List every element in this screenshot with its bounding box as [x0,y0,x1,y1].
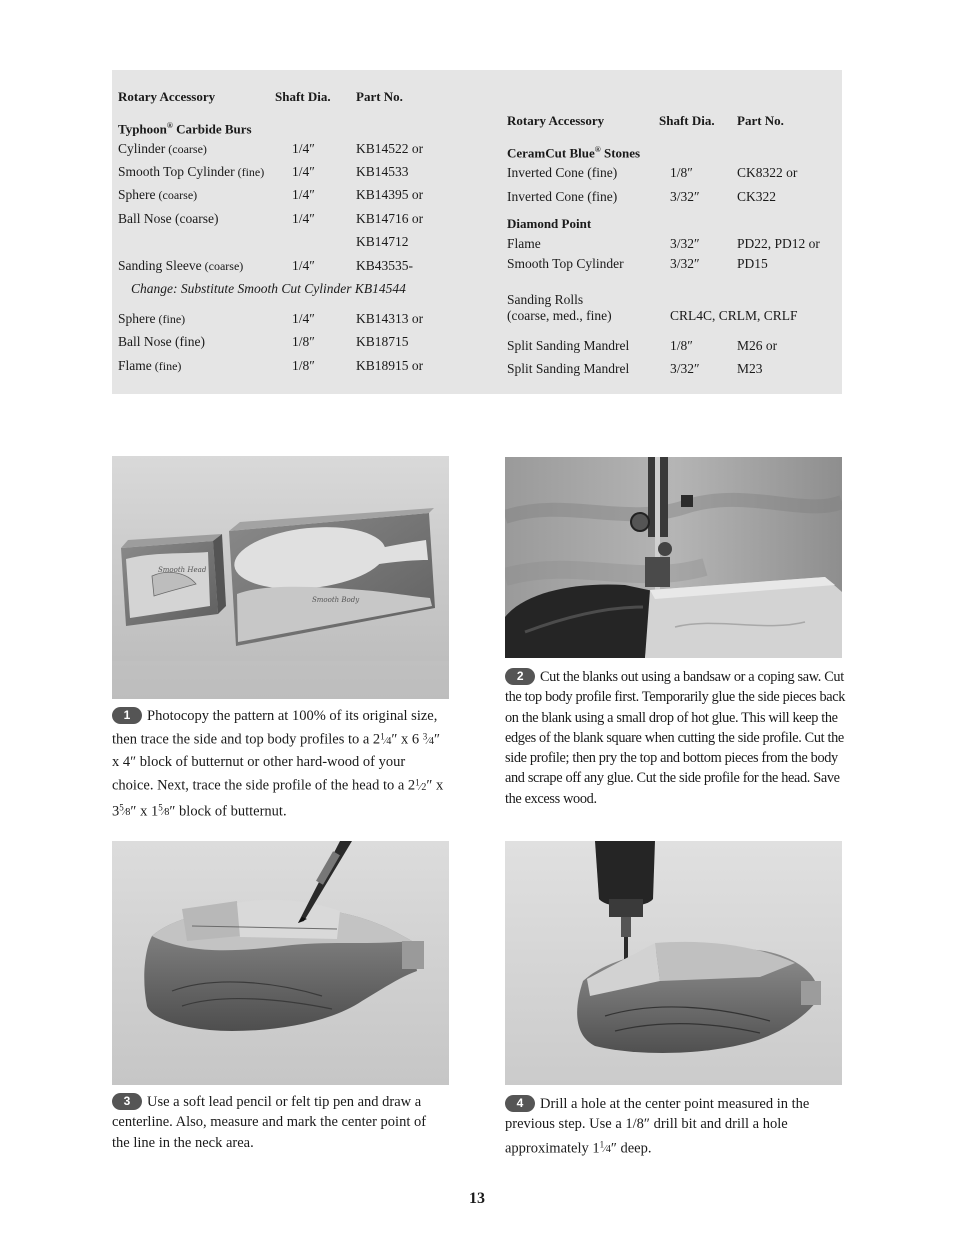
left-row-part: KB14716 or [356,211,424,226]
left-row-part: KB14712 [356,234,409,249]
step-4-caption [505,1094,843,1160]
caption-text: Photocopy the pattern at 100% of its original size, then trace the side and top body profiles to a 2 [112,708,438,748]
fraction-slash: ⁄ [384,735,387,747]
right-row-name: Split Sanding Mandrel [507,338,630,353]
fraction-slash: ⁄ [123,807,126,819]
right-header-accessory: Rotary Accessory [507,113,605,128]
left-row-name [118,358,181,374]
right-header-part: Part No. [737,113,784,128]
accessory-name: Sanding Sleeve [118,258,202,273]
page-number: 13 [469,1190,485,1207]
left-row-name [118,187,197,203]
accessory-name: Ball Nose (coarse) [118,211,219,226]
fraction [380,731,392,747]
fraction-slash: ⁄ [604,1143,606,1155]
fraction-numerator: 1 [380,731,385,742]
left-header-shaft: Shaft Dia. [275,89,331,104]
caption-text: ″ x 3 [112,777,444,820]
right-section-ceramcut: CeramCut Blue® Stones [507,145,641,161]
right-row-name: Smooth Top Cylinder [507,256,624,271]
caption-text: Cut the blanks out using a bandsaw or a coping saw. Cut the top body profile first. Temporarily glue the side pieces back on the blank using a small drop of hot glue. This will keep the edges of the blank square when cutting the side profile. Cut the side profile; then pry the top and bottom pieces from the body and scrape off any glue. Cut the side profile for the head. Save the excess wood. [505,669,846,807]
drilling-hole-photo [505,841,842,1085]
head-pattern-label: Smooth Head [158,566,207,574]
right-row-name: Flame [507,236,541,251]
accessory-grade: (fine) [151,359,182,373]
left-row-shaft: 1/4″ [292,211,315,226]
left-row-name [118,211,218,227]
step-number-badge: 3 [112,1093,142,1110]
body-pattern-label: Smooth Body [312,596,360,604]
fraction-numerator: 1 [599,1139,605,1150]
left-row-part: KB14533 [356,164,409,179]
caption-text: Use a soft lead pencil or felt tip pen and draw a centerline. Also, measure and mark the center point of the line in the neck area. [112,1094,427,1151]
caption-text: ″ x 4″ block of butternut or other hard-wood of your choice. Next, trace the side profile of the head to a 2 [112,731,440,794]
right-row-part: PD15 [737,256,768,271]
caption-text: ″ x 6 [391,731,423,748]
accessory-grade: (fine) [234,165,265,179]
left-header-accessory: Rotary Accessory [118,89,216,104]
photo-step-1 [112,456,449,699]
left-row-part: KB43535- [356,258,413,273]
fraction [158,802,170,819]
left-section-typhoon: Typhoon® Carbide Burs [118,121,252,137]
right-row-name: Inverted Cone (fine) [507,189,618,204]
fraction-numerator: 5 [158,802,163,813]
photo-step-4 [505,841,842,1085]
left-row-name [118,334,205,350]
right-row-name: Split Sanding Mandrel [507,361,630,376]
left-row-shaft: 1/8″ [292,334,315,349]
right-row-shaft: 3/32″ [670,361,700,376]
fraction-denominator: 8 [164,807,170,819]
fraction-numerator: 5 [119,802,124,813]
right-row-shaft: 1/8″ [670,165,693,180]
left-row-name [118,258,243,274]
fraction [599,1139,611,1155]
left-row-part: KB14522 or [356,141,424,156]
bandsaw-cutting-photo [505,457,842,658]
sanding-rolls-sub: (coarse, med., fine) [507,308,612,323]
photo-step-2 [505,457,842,658]
centerline-marking-photo [112,841,449,1085]
left-row-part: KB18915 or [356,358,424,373]
right-row-name: Inverted Cone (fine) [507,165,618,180]
accessory-grade: (fine) [155,312,186,326]
sanding-rolls-part: CRL4C, CRLM, CRLF [670,308,798,323]
right-section-diamond: Diamond Point [507,216,592,231]
right-row-part: CK8322 or [737,165,798,180]
fraction-slash: ⁄ [419,781,422,793]
left-row-shaft: 1/8″ [292,358,315,373]
step-2-caption [505,667,847,809]
left-row-part: KB14313 or [356,311,424,326]
right-row-shaft: 3/32″ [670,189,700,204]
photo-step-3 [112,841,449,1085]
fraction [119,802,131,819]
left-row-name [118,141,207,157]
accessory-grade: (coarse) [165,142,207,156]
accessory-grade: (coarse) [155,188,198,202]
step-number-badge: 2 [505,668,535,685]
left-row-name [118,311,185,327]
right-row-part: CK322 [737,189,777,204]
parts-table [112,70,842,394]
blocks-with-pattern-photo [112,456,449,699]
step-1-caption [112,706,450,823]
left-row-part: KB14395 or [356,187,424,202]
left-header-part: Part No. [356,89,403,104]
caption-text: ″ x 1 [130,803,159,820]
right-header-shaft: Shaft Dia. [659,113,715,128]
left-row-shaft: 1/4″ [292,141,315,156]
left-row-shaft: 1/4″ [292,311,315,326]
fraction-numerator: 3 [422,731,428,742]
caption-text: Drill a hole at the center point measured in the previous step. Use a 1/8″ drill bit and drill a hole approximately 1 [505,1096,810,1156]
fraction-denominator: 4 [605,1143,611,1155]
step-number-badge: 1 [112,707,142,724]
caption-text: ″ deep. [610,1139,652,1156]
left-row-part: KB18715 [356,334,409,349]
fraction [415,777,427,793]
step-3-caption [112,1092,447,1153]
left-row-name [118,164,264,180]
right-row-shaft: 3/32″ [670,256,700,271]
fraction-denominator: 2 [421,781,427,793]
accessory-grade: (coarse) [201,259,244,273]
right-row-shaft: 3/32″ [670,236,700,251]
accessory-name: Sphere [118,311,156,326]
accessory-name: Flame [118,358,152,373]
left-row-shaft: 1/4″ [292,258,315,273]
caption-text: ″ block of butternut. [169,803,287,820]
right-row-part: M26 or [737,338,778,353]
fraction-denominator: 8 [125,807,131,819]
right-row-shaft: 1/8″ [670,338,693,353]
accessory-name: Ball Nose (fine) [118,334,205,349]
change-note: Change: Substitute Smooth Cut Cylinder KB14544 [131,281,406,296]
left-row-shaft: 1/4″ [292,164,315,179]
sanding-rolls-name: Sanding Rolls [507,292,584,307]
accessory-name: Sphere [118,187,156,202]
accessory-name: Smooth Top Cylinder [118,164,235,179]
right-row-part: M23 [737,361,763,376]
fraction-numerator: 1 [415,777,420,788]
accessory-name: Cylinder [118,141,166,156]
fraction-denominator: 4 [428,735,434,747]
fraction-slash: ⁄ [162,807,165,819]
step-number-badge: 4 [505,1095,535,1112]
left-row-shaft: 1/4″ [292,187,315,202]
fraction-slash: ⁄ [427,735,429,747]
fraction-denominator: 4 [386,735,392,747]
right-row-part: PD22, PD12 or [737,236,820,251]
fraction [422,731,434,747]
